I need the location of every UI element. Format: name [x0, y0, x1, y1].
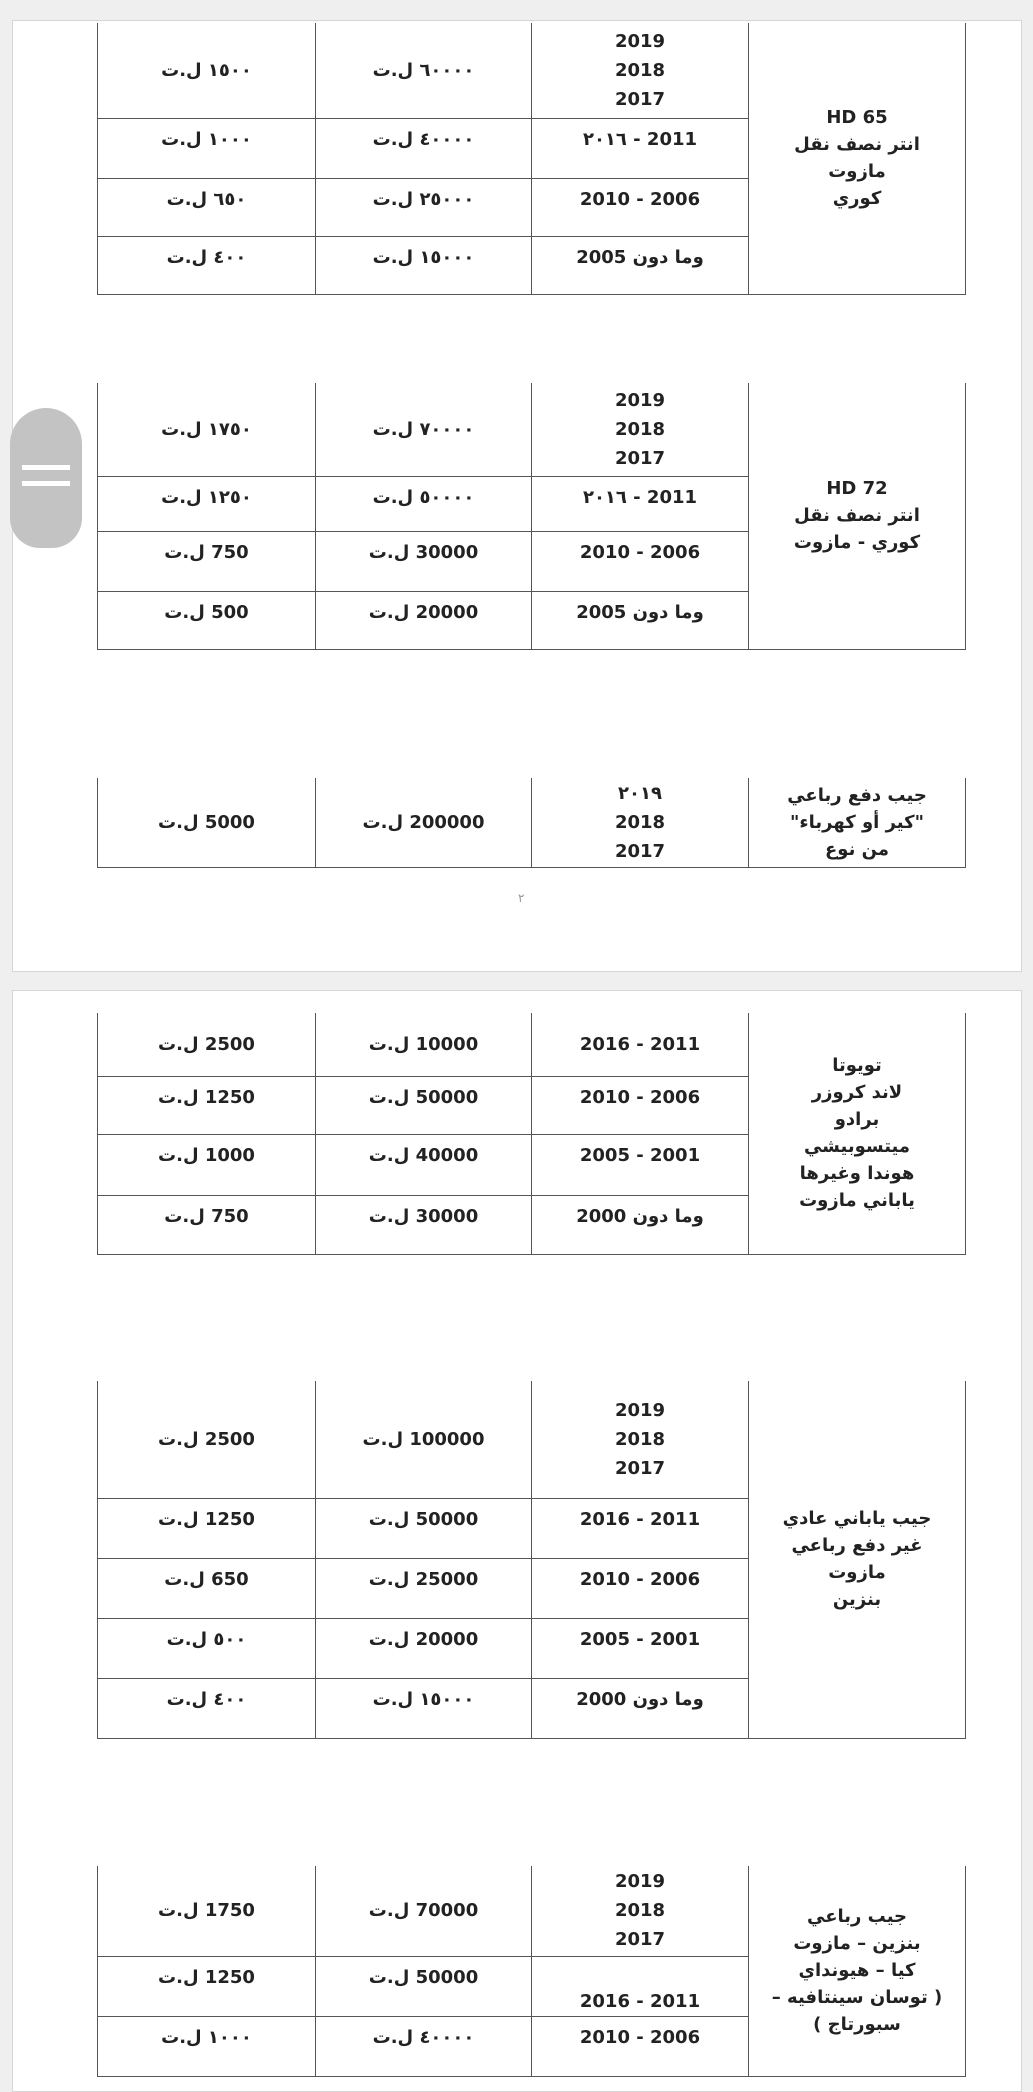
price-table — [97, 1013, 966, 1255]
vehicle-value-cell: 20000 ل.ت — [316, 591, 532, 649]
fee-cell: 1750 ل.ت — [98, 1866, 316, 1956]
fee-cell: 1250 ل.ت — [98, 1498, 316, 1558]
model-year: 2011 - 2016 — [579, 1508, 701, 1530]
vehicle-value-cell: 200000 ل.ت — [316, 778, 532, 867]
vehicle-model-cell — [749, 1381, 966, 1738]
model-year: 2018 — [614, 59, 666, 81]
vehicle-model-line: تويوتا — [832, 1055, 882, 1077]
vehicle-model-line: ميتسوبيشي — [803, 1136, 911, 1158]
fee-cell: 650 ل.ت — [98, 1558, 316, 1618]
fee-cell: ٤٠٠ ل.ت — [98, 1678, 316, 1738]
model-years-cell — [532, 1956, 749, 2016]
model-years-cell — [532, 383, 749, 476]
model-year: 2001 - 2005 — [579, 1144, 701, 1166]
vehicle-model-cell — [749, 1013, 966, 1254]
vehicle-value-cell: 70000 ل.ت — [316, 1866, 532, 1956]
model-year: 2018 — [614, 418, 666, 440]
vehicle-model-line: كيا – هيونداي — [798, 1960, 916, 1982]
model-year: 2018 — [614, 1900, 666, 1922]
model-year: وما دون 2000 — [576, 1205, 704, 1227]
table-row — [98, 383, 966, 476]
model-year: 2006 - 2010 — [579, 1568, 701, 1590]
fee-cell: ١٥٠٠ ل.ت — [98, 23, 316, 118]
vehicle-value-cell: 50000 ل.ت — [316, 1498, 532, 1558]
fee-cell: 750 ل.ت — [98, 531, 316, 591]
grip-line-icon — [22, 465, 70, 470]
model-year: 2011 - 2016 — [579, 1033, 701, 1055]
price-table — [97, 1381, 966, 1739]
model-years-cell — [532, 778, 749, 867]
vehicle-value-cell: 30000 ل.ت — [316, 531, 532, 591]
model-years-cell — [532, 531, 749, 591]
fee-cell: 500 ل.ت — [98, 591, 316, 649]
fee-cell: ١٠٠٠ ل.ت — [98, 2016, 316, 2076]
model-years-cell — [532, 1558, 749, 1618]
model-years-cell — [532, 591, 749, 649]
vehicle-value-cell: 30000 ل.ت — [316, 1195, 532, 1254]
model-year: 2018 — [614, 811, 666, 833]
model-year: 2006 - 2010 — [579, 1086, 701, 1108]
vehicle-model-line: جيب دفع رباعي — [787, 784, 927, 806]
document-page-2 — [12, 990, 1022, 2092]
page-number: ٢ — [518, 891, 525, 905]
vehicle-model-line: جيب ياباني عادي — [782, 1508, 932, 1530]
model-years-cell — [532, 1498, 749, 1558]
model-year: ٢٠١٩ — [618, 782, 662, 804]
vehicle-model-line: انتر نصف نقل — [794, 134, 920, 156]
model-years-cell — [532, 1134, 749, 1195]
model-years-cell — [532, 118, 749, 178]
vehicle-model-line: لاند كروزر — [811, 1082, 903, 1104]
vehicle-model-cell — [749, 23, 966, 294]
model-year: 2006 - 2010 — [579, 541, 701, 563]
model-year: 2001 - 2005 — [579, 1628, 701, 1650]
fee-cell: 1250 ل.ت — [98, 1956, 316, 2016]
price-table — [97, 23, 966, 295]
fee-cell: ٦٥٠ ل.ت — [98, 178, 316, 236]
vehicle-model-line: HD 65 — [826, 107, 888, 129]
model-year: 2019 — [614, 1399, 666, 1421]
vehicle-value-cell: ٢٥٠٠٠ ل.ت — [316, 178, 532, 236]
table-row — [98, 1866, 966, 1956]
fee-cell: 5000 ل.ت — [98, 778, 316, 867]
vehicle-value-cell: ١٥٠٠٠ ل.ت — [316, 236, 532, 294]
table-row — [98, 1013, 966, 1076]
model-year: وما دون 2000 — [576, 1688, 704, 1710]
vehicle-value-cell: 10000 ل.ت — [316, 1013, 532, 1076]
vehicle-value-cell: 50000 ل.ت — [316, 1956, 532, 2016]
scroll-handle[interactable] — [10, 408, 82, 548]
table-row — [98, 23, 966, 118]
vehicle-model-line: ( توسان سينتافيه – — [771, 1987, 943, 2009]
model-years-cell — [532, 1013, 749, 1076]
model-years-cell — [532, 1076, 749, 1134]
model-year: 2018 — [614, 1428, 666, 1450]
vehicle-model-cell — [749, 778, 966, 867]
model-years-cell — [532, 1678, 749, 1738]
vehicle-model-line: برادو — [834, 1109, 880, 1131]
model-year: 2019 — [614, 1871, 666, 1893]
vehicle-value-cell: 20000 ل.ت — [316, 1618, 532, 1678]
model-year: 2017 — [614, 88, 666, 110]
fee-cell: 2500 ل.ت — [98, 1381, 316, 1498]
model-years-cell — [532, 2016, 749, 2076]
vehicle-value-cell: 100000 ل.ت — [316, 1381, 532, 1498]
vehicle-model-line: ياباني مازوت — [799, 1190, 915, 1212]
vehicle-value-cell: ٧٠٠٠٠ ل.ت — [316, 383, 532, 476]
model-years-cell — [532, 23, 749, 118]
fee-cell: ١٧٥٠ ل.ت — [98, 383, 316, 476]
model-years-cell — [532, 1195, 749, 1254]
model-years-cell — [532, 178, 749, 236]
table-row — [98, 1381, 966, 1498]
vehicle-value-cell: ٥٠٠٠٠ ل.ت — [316, 476, 532, 531]
model-year: 2017 — [614, 1457, 666, 1479]
table-row — [98, 778, 966, 867]
model-year: 2006 - 2010 — [579, 188, 701, 210]
price-table — [97, 778, 966, 868]
vehicle-value-cell: 40000 ل.ت — [316, 1134, 532, 1195]
model-years-cell — [532, 1866, 749, 1956]
fee-cell: ١٢٥٠ ل.ت — [98, 476, 316, 531]
vehicle-model-line: كوري - مازوت — [793, 532, 921, 554]
document-page-1 — [12, 20, 1022, 972]
model-years-cell — [532, 1381, 749, 1498]
vehicle-value-cell: 50000 ل.ت — [316, 1076, 532, 1134]
price-table — [97, 1866, 966, 2077]
grip-line-icon — [22, 481, 70, 486]
vehicle-model-line: بنزين – مازوت — [793, 1933, 921, 1955]
fee-cell: 2500 ل.ت — [98, 1013, 316, 1076]
model-years-cell — [532, 236, 749, 294]
model-years-cell — [532, 1618, 749, 1678]
vehicle-model-line: مازوت — [828, 1562, 886, 1584]
fee-cell: ١٠٠٠ ل.ت — [98, 118, 316, 178]
vehicle-model-line: غير دفع رباعي — [791, 1535, 923, 1557]
vehicle-model-line: جيب رباعي — [806, 1906, 908, 1928]
model-year: 2019 — [614, 30, 666, 52]
fee-cell: 1000 ل.ت — [98, 1134, 316, 1195]
model-year: 2011 - ٢٠١٦ — [582, 128, 698, 150]
vehicle-model-line: كوري — [832, 188, 882, 210]
model-years-cell — [532, 476, 749, 531]
fee-cell: ٥٠٠ ل.ت — [98, 1618, 316, 1678]
vehicle-model-cell — [749, 1866, 966, 2076]
model-year: وما دون 2005 — [576, 601, 704, 623]
vehicle-model-line: من نوع — [825, 838, 889, 860]
model-year: 2017 — [614, 447, 666, 469]
fee-cell: 750 ل.ت — [98, 1195, 316, 1254]
vehicle-model-line: بنزين — [832, 1589, 882, 1611]
vehicle-model-line: "كير أو كهرباء" — [790, 811, 924, 833]
model-year: وما دون 2005 — [576, 246, 704, 268]
model-year: 2017 — [614, 840, 666, 862]
model-year: 2011 - ٢٠١٦ — [582, 486, 698, 508]
vehicle-model-line: سبورتاج ) — [813, 2014, 901, 2036]
fee-cell: ٤٠٠ ل.ت — [98, 236, 316, 294]
vehicle-model-cell — [749, 383, 966, 649]
vehicle-value-cell: ٤٠٠٠٠ ل.ت — [316, 2016, 532, 2076]
vehicle-model-line: مازوت — [828, 161, 886, 183]
vehicle-model-line: هوندا وغيرها — [799, 1163, 915, 1185]
vehicle-value-cell: ٦٠٠٠٠ ل.ت — [316, 23, 532, 118]
vehicle-value-cell: ٤٠٠٠٠ ل.ت — [316, 118, 532, 178]
vehicle-value-cell: ١٥٠٠٠ ل.ت — [316, 1678, 532, 1738]
model-year: 2019 — [614, 389, 666, 411]
vehicle-model-line: HD 72 — [826, 478, 888, 500]
model-year: 2011 - 2016 — [579, 1990, 701, 2012]
vehicle-model-line: انتر نصف نقل — [794, 505, 920, 527]
vehicle-value-cell: 25000 ل.ت — [316, 1558, 532, 1618]
model-year: 2006 - 2010 — [579, 2026, 701, 2048]
price-table — [97, 383, 966, 650]
fee-cell: 1250 ل.ت — [98, 1076, 316, 1134]
model-year: 2017 — [614, 1929, 666, 1951]
